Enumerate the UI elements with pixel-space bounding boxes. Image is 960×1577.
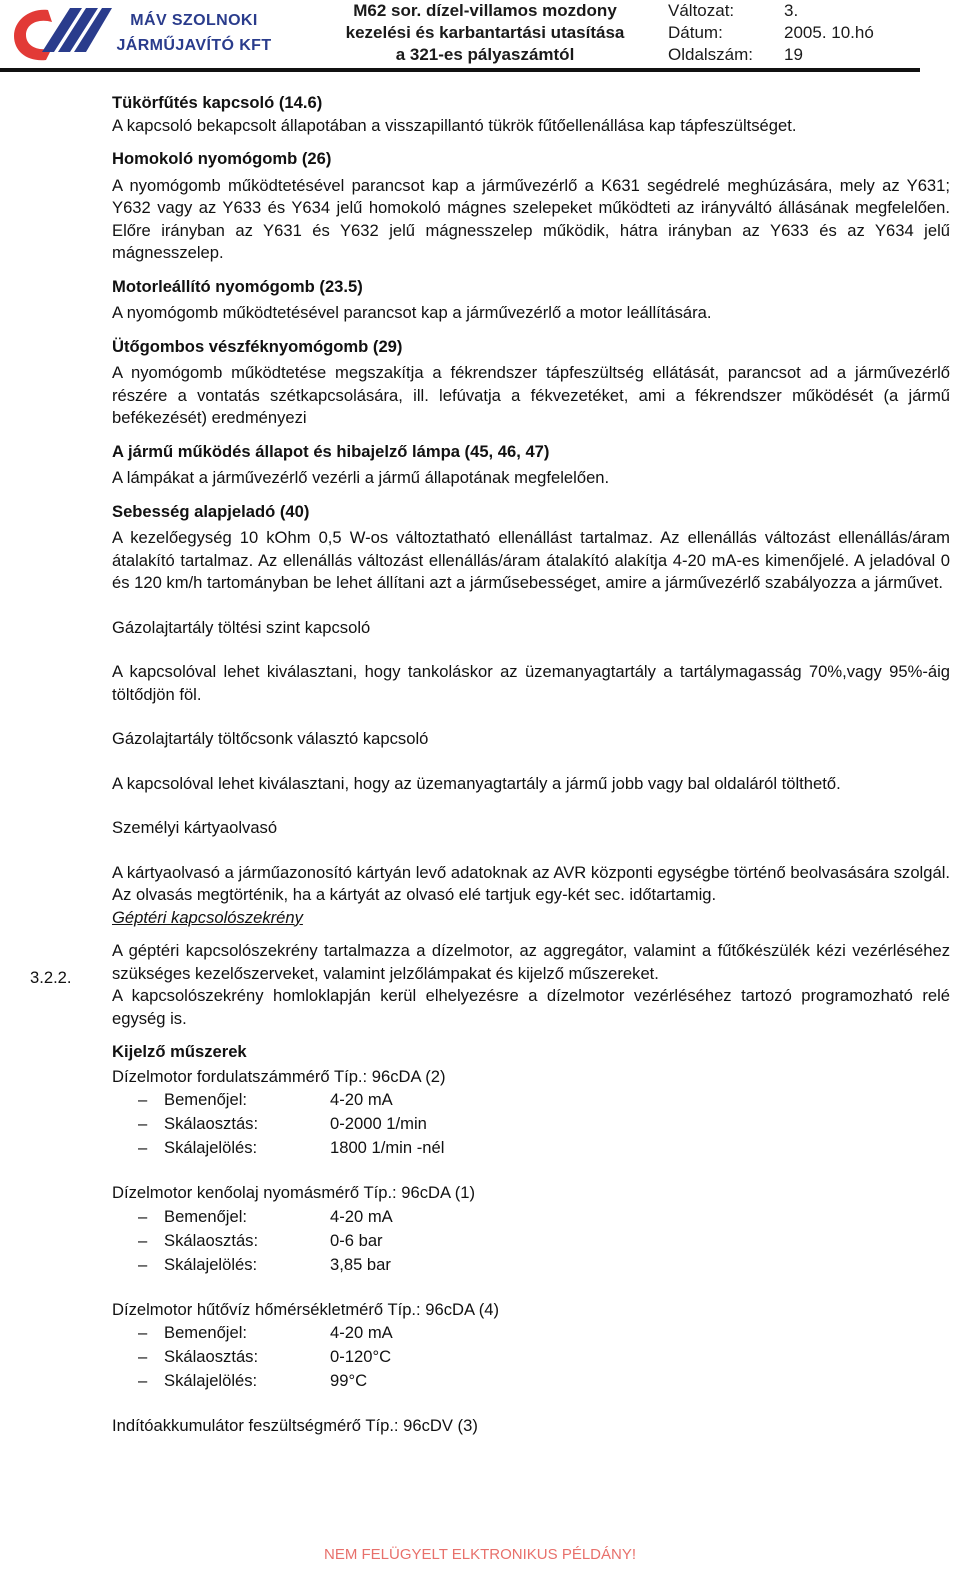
section-text: A kapcsoló bekapcsolt állapotában a visszapillantó tükrök fűtőellenállása kap tápfeszültséget. bbox=[112, 115, 797, 135]
date-value: 2005. 10.hó bbox=[784, 23, 874, 42]
list-item bbox=[112, 1369, 950, 1393]
section-text: A kapcsolóval lehet kiválasztani, hogy az üzemanyagtartály a jármű jobb vagy bal oldaláról tölthető. bbox=[112, 773, 841, 793]
spec-label: Bemenőjel: bbox=[164, 1206, 248, 1226]
list-item bbox=[112, 1321, 950, 1345]
dash-bullet: – bbox=[138, 1114, 148, 1133]
company-name bbox=[94, 8, 294, 58]
section-subtitle: Személyi kártyaolvasó bbox=[112, 818, 278, 837]
section-heading: Motorleállító nyomógomb (23.5) bbox=[112, 276, 363, 296]
spec-value: 0-6 bar bbox=[330, 1230, 383, 1250]
section-text: A nyomógomb működtetésével parancsot kap a járművezérlő a motor leállítására. bbox=[112, 303, 712, 322]
list-item bbox=[112, 1229, 950, 1253]
list-item bbox=[112, 1253, 950, 1277]
dash-bullet: – bbox=[138, 1371, 148, 1390]
document-body bbox=[112, 92, 950, 1438]
spec-label: Bemenőjel: bbox=[164, 1090, 248, 1109]
page-number-value: 19 bbox=[784, 45, 803, 64]
document-title bbox=[326, 0, 644, 66]
dash-bullet: – bbox=[138, 1090, 148, 1109]
section-heading: Homokoló nyomógomb (26) bbox=[112, 149, 332, 168]
instrument-block bbox=[112, 1299, 950, 1394]
doc-title-line-3: a 321-es pályaszámtól bbox=[395, 45, 575, 64]
uncontrolled-copy-watermark: NEM FELÜGYELT ELKTRONIKUS PÉLDÁNY! bbox=[323, 1546, 637, 1563]
section-heading: Kijelző műszerek bbox=[112, 1042, 247, 1061]
section-text: A lámpákat a járművezérlő vezérli a jármű állapotának megfelelően. bbox=[112, 468, 610, 487]
spec-label: Skálajelölés: bbox=[164, 1138, 258, 1157]
spec-value: 3,85 bar bbox=[330, 1254, 391, 1274]
list-item bbox=[112, 1112, 950, 1136]
list-item bbox=[112, 1136, 950, 1160]
section-text: A nyomógomb működtetése megszakítja a fékrendszer tápfeszültség ellátását, parancsot ad a járművezérlő részére a vontatás szétkapcsolására, ill. lefúvatja a fékvezetéket, ami a fékrendszer működését (a jármű befékezését) eredményezi bbox=[112, 363, 950, 427]
section-subtitle: Gázolajtartály töltési szint kapcsoló bbox=[112, 617, 371, 637]
date-label: Dátum: bbox=[668, 23, 723, 42]
doc-title-line-1: M62 sor. dízel-villamos mozdony bbox=[353, 1, 617, 20]
section-heading: Sebesség alapjeladó (40) bbox=[112, 501, 310, 521]
section-text: A kapcsolószekrény homloklapján kerül elhelyezésre a dízelmotor vezérléséhez tartozó programozható relé egység is. bbox=[112, 986, 950, 1028]
list-item bbox=[112, 1088, 950, 1112]
doc-title-line-2: kezelési és karbantartási utasítása bbox=[345, 23, 625, 42]
dash-bullet: – bbox=[138, 1323, 148, 1342]
dash-bullet: – bbox=[138, 1206, 148, 1226]
instrument-name: Dízelmotor hűtővíz hőmérsékletmérő Típ.: 96cDA (4) bbox=[112, 1299, 500, 1319]
section-text: A nyomógomb működtetésével parancsot kap a járművezérlő a K631 segédrelé meghúzására, mely az Y631; Y632 vagy az Y633 és Y634 jelű homokoló mágnes szelepeket működteti az irányváltó állásának megfelelően. Előre irányban az Y631 és Y632 jelű mágnesszelep működik, hátra irányban az Y633 és az Y634 jelű mágnesszelep. bbox=[112, 175, 950, 262]
dash-bullet: – bbox=[138, 1347, 148, 1366]
header-rule bbox=[0, 68, 920, 72]
section-heading: Tükörfűtés kapcsoló (14.6) bbox=[112, 93, 323, 112]
page-number-label: Oldalszám: bbox=[668, 45, 754, 64]
spec-label: Bemenőjel: bbox=[164, 1323, 248, 1342]
section-heading: Ütőgombos vészféknyomógomb (29) bbox=[112, 336, 403, 356]
spec-value: 1800 1/min -nél bbox=[330, 1138, 445, 1157]
spec-label: Skálaosztás: bbox=[164, 1230, 259, 1250]
dash-bullet: – bbox=[138, 1254, 148, 1274]
dash-bullet: – bbox=[138, 1230, 148, 1250]
spec-value: 0-2000 1/min bbox=[330, 1114, 427, 1133]
spec-value: 4-20 mA bbox=[330, 1206, 393, 1226]
section-text: A kezelőegység 10 kOhm 0,5 W-os változtatható ellenállást tartalmaz. Az ellenállás változást ellenállás/áram átalakító tartalmaz. Az ellenállás változást ellenállás/áram átalakító alakítja 4-20 mA-es kimenőjelé. A jeladóval 0 és 120 km/h tartományban be lehet állítani azt a járműsebességet, amire a járművezérlő szabályozza a járművet. bbox=[112, 528, 950, 592]
list-item bbox=[112, 1345, 950, 1369]
version-label: Változat: bbox=[668, 1, 735, 20]
section-number: 3.2.2. bbox=[30, 968, 72, 987]
spec-label: Skálaosztás: bbox=[164, 1347, 259, 1366]
spec-label: Skálajelölés: bbox=[164, 1254, 258, 1274]
spec-value: 4-20 mA bbox=[330, 1090, 393, 1109]
list-item bbox=[112, 1205, 950, 1229]
subsection-title: Géptéri kapcsolószekrény bbox=[112, 907, 303, 927]
section-heading: A jármű működés állapot és hibajelző lámpa (45, 46, 47) bbox=[112, 441, 550, 461]
dash-bullet: – bbox=[138, 1138, 148, 1157]
spec-value: 4-20 mA bbox=[330, 1323, 393, 1342]
spec-value: 0-120°C bbox=[330, 1347, 392, 1366]
instrument-name: Dízelmotor kenőolaj nyomásmérő Típ.: 96cDA (1) bbox=[112, 1183, 476, 1202]
spec-label: Skálaosztás: bbox=[164, 1114, 259, 1133]
section-subtitle: Gázolajtartály töltőcsonk választó kapcsoló bbox=[112, 729, 429, 748]
instrument-block bbox=[112, 1182, 950, 1277]
spec-label: Skálajelölés: bbox=[164, 1371, 258, 1390]
section-text: A kártyaolvasó a járműazonosító kártyán levő adatoknak az AVR központi egységbe történő beolvasására szolgál. Az olvasás megtörténik, ha a kártyát az olvasó elé tartjuk egy-két sec. időtartamig. bbox=[112, 862, 950, 904]
spec-value: 99°C bbox=[330, 1371, 368, 1390]
instrument-block bbox=[112, 1066, 950, 1161]
instrument-name: Indítóakkumulátor feszültségmérő Típ.: 96cDV (3) bbox=[112, 1416, 478, 1435]
section-text: A kapcsolóval lehet kiválasztani, hogy tankoláskor az üzemanyagtartály a tartálymagasság 70%,vagy 95%-áig töltődjön föl. bbox=[112, 662, 950, 704]
document-meta bbox=[668, 0, 874, 66]
company-line-2: JÁRMŰJAVÍTÓ KFT bbox=[116, 37, 272, 54]
company-line-1: MÁV SZOLNOKI bbox=[130, 12, 258, 29]
instrument-name: Dízelmotor fordulatszámmérő Típ.: 96cDA (2) bbox=[112, 1066, 446, 1086]
page-header bbox=[0, 0, 960, 74]
section-text: A géptéri kapcsolószekrény tartalmazza a dízelmotor, az aggregátor, valamint a fűtőkészülék kézi vezérléséhez szükséges kezelőszerveket, valamint jelzőlámpakat és kijelző műszereket. bbox=[112, 941, 950, 983]
version-value: 3. bbox=[784, 1, 799, 20]
